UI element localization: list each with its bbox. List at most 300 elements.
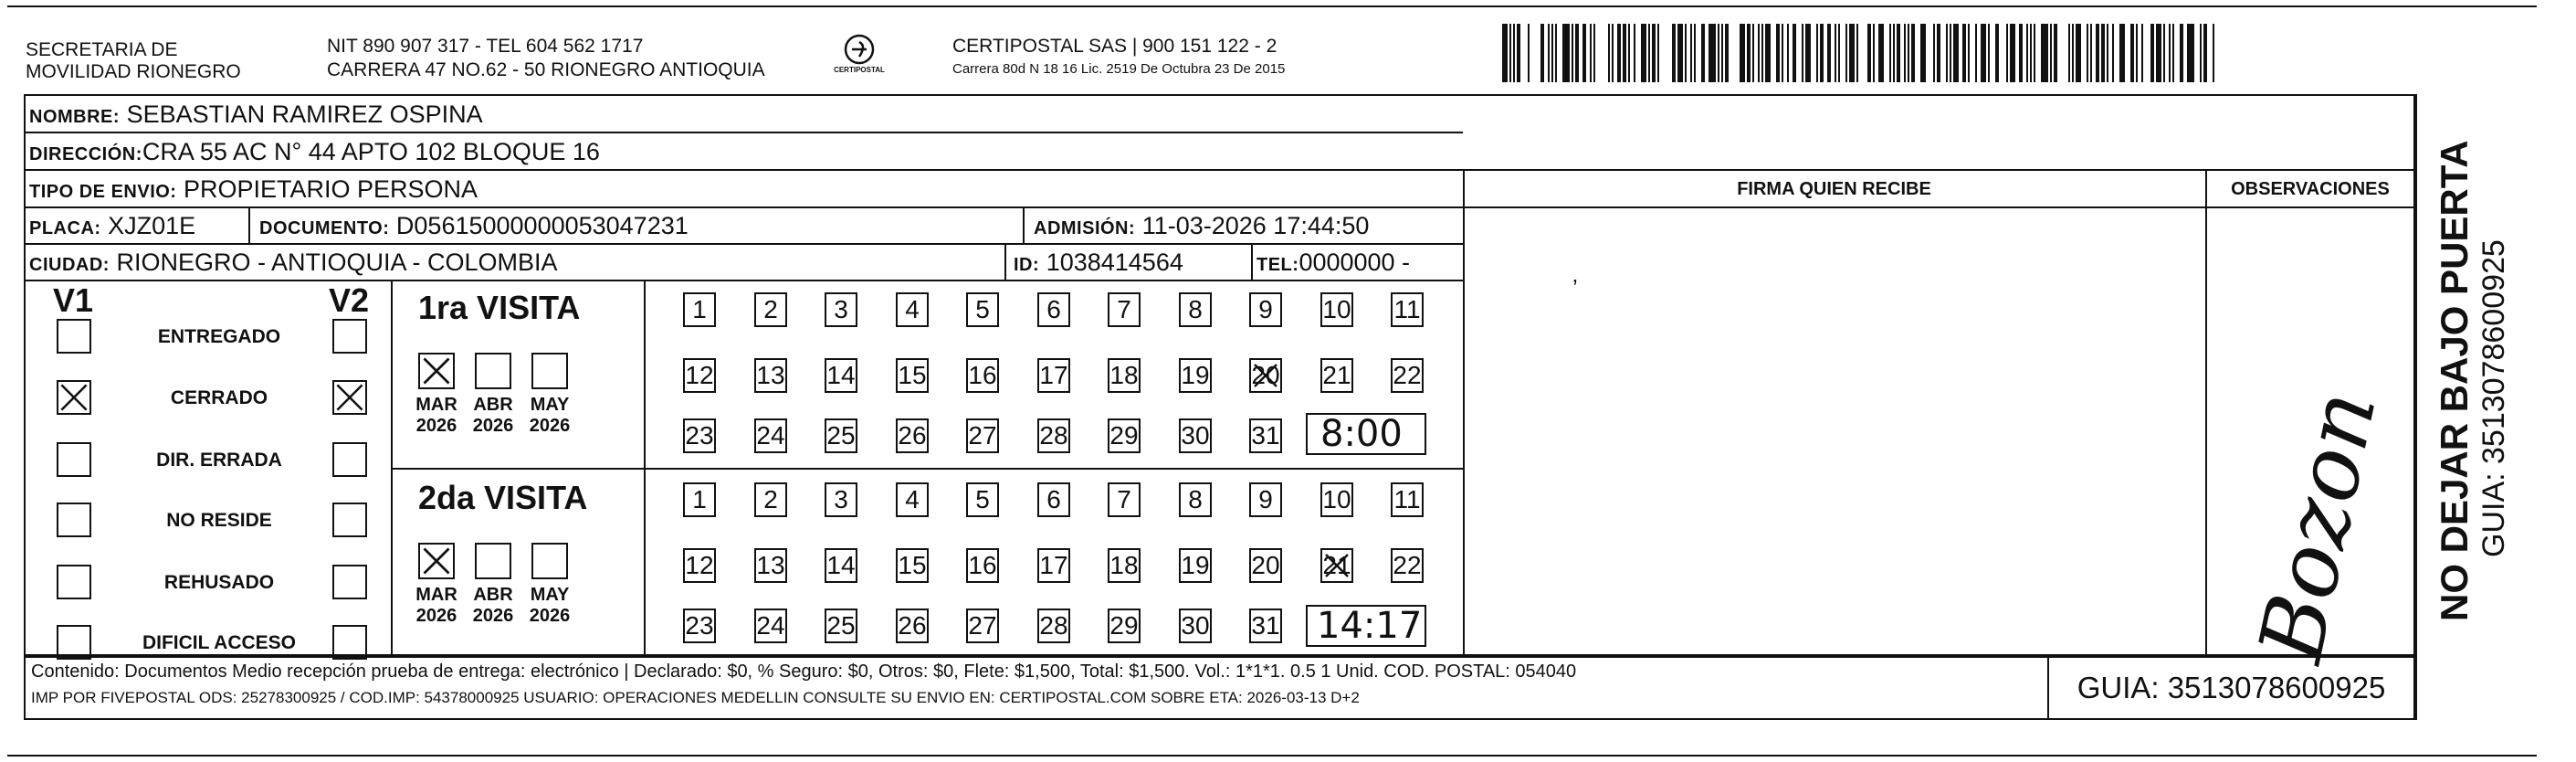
barcode-bar [2203, 24, 2207, 82]
barcode-bar [1752, 24, 1754, 82]
day-number: 4 [905, 295, 920, 323]
day-box[interactable] [683, 292, 716, 327]
day-number: 7 [1117, 295, 1131, 323]
barcode-bar [2101, 24, 2105, 82]
barcode-bar [2112, 24, 2114, 82]
barcode-bar [1575, 24, 1579, 82]
day-box[interactable] [754, 609, 787, 643]
day-box[interactable] [1179, 292, 1212, 327]
barcode-bar [1758, 24, 1760, 82]
barcode-bar [2119, 24, 2125, 82]
day-box[interactable] [1179, 482, 1212, 517]
month-label [466, 395, 520, 437]
day-box[interactable] [1320, 358, 1353, 393]
day-number: 26 [898, 421, 927, 450]
day-number: 10 [1322, 295, 1351, 323]
month-label [409, 585, 464, 627]
month-year: 2026 [415, 606, 457, 626]
month-checkbox[interactable] [531, 353, 568, 389]
day-box[interactable] [966, 292, 999, 327]
placa-value: XJZ01E [108, 212, 196, 239]
barcode-bar [1740, 24, 1745, 82]
day-box[interactable] [683, 548, 716, 583]
day-box[interactable] [1320, 292, 1353, 327]
day-box[interactable] [966, 358, 999, 393]
barcode-bar [2156, 24, 2161, 82]
barcode-bar [1690, 24, 1692, 82]
day-number: 7 [1117, 485, 1131, 513]
barcode-bar [1593, 24, 1595, 82]
month-name: ABR [473, 585, 513, 605]
rule [248, 206, 250, 243]
day-number: 31 [1251, 611, 1280, 640]
signature-mark: ’ [1572, 274, 1578, 302]
rule [24, 654, 26, 720]
status-option-label: ENTREGADO [157, 326, 281, 347]
day-number: 21 [1322, 551, 1351, 579]
day-number: 25 [826, 611, 856, 640]
barcode-bar [1867, 24, 1871, 82]
day-box[interactable] [1108, 292, 1141, 327]
v2-checkbox[interactable] [332, 565, 367, 599]
rule [24, 206, 2415, 208]
barcode-bar [2172, 24, 2174, 82]
courier-sub: Carrera 80d N 18 16 Lic. 2519 De Octubra 23 De 2015 [952, 61, 1286, 77]
barcode-bar [1849, 24, 1855, 82]
barcode-bar [1597, 24, 1603, 82]
barcode-bar [1531, 24, 1537, 82]
day-number: 27 [968, 421, 997, 450]
barcode-bar [1648, 24, 1650, 82]
rule [1004, 243, 1006, 280]
barcode-bar [2090, 24, 2092, 82]
day-box[interactable] [683, 358, 716, 393]
v2-checkbox[interactable] [332, 625, 367, 660]
month-year: 2026 [472, 416, 514, 436]
day-box[interactable] [896, 292, 929, 327]
barcode-bar [1992, 24, 1993, 82]
barcode-bar [2150, 24, 2154, 82]
day-box[interactable] [825, 548, 857, 583]
day-box[interactable] [1108, 548, 1141, 583]
tipo-label: TIPO DE ENVIO: [29, 182, 177, 202]
day-number: 14 [826, 361, 856, 389]
rule [2205, 169, 2207, 658]
barcode-bar [2087, 24, 2088, 82]
day-number: 10 [1322, 485, 1351, 513]
day-number: 26 [898, 611, 927, 640]
day-number: 27 [968, 611, 997, 640]
row-direccion [29, 138, 600, 168]
barcode-bar [1776, 24, 1780, 82]
barcode-bar [2061, 24, 2065, 82]
month-checkbox[interactable] [475, 353, 511, 389]
status-option-label: NO RESIDE [166, 510, 272, 531]
day-number: 8 [1188, 485, 1203, 513]
tel-value: 0000000 - [1299, 249, 1411, 276]
day-number: 18 [1109, 361, 1139, 389]
day-number: 30 [1181, 421, 1210, 450]
x-mark-icon [420, 355, 453, 387]
admision-label: ADMISIÓN: [1034, 218, 1136, 238]
day-box[interactable] [1249, 482, 1282, 517]
barcode-bar [1677, 24, 1683, 82]
month-name: MAY [530, 585, 570, 605]
day-box[interactable] [825, 609, 857, 643]
barcode-bar [1502, 24, 1508, 82]
barcode-bar [1513, 24, 1515, 82]
barcode-bar [2026, 24, 2028, 82]
day-box[interactable] [683, 418, 716, 453]
barcode-bar [2019, 24, 2023, 82]
visit1-title: 1ra VISITA [418, 289, 581, 326]
v1-checkbox[interactable] [57, 442, 91, 477]
day-box[interactable] [966, 609, 999, 643]
rule [1463, 169, 2415, 171]
barcode-bar [1641, 24, 1646, 82]
day-box[interactable] [1108, 358, 1141, 393]
day-box[interactable] [896, 418, 929, 453]
day-number: 20 [1251, 361, 1280, 389]
observaciones-header: OBSERVACIONES [2231, 179, 2390, 199]
barcode-bar [2050, 24, 2052, 82]
barcode-bar [1528, 24, 1530, 82]
day-number: 11 [1393, 295, 1421, 323]
barcode-bar [1617, 24, 1621, 82]
day-number: 22 [1393, 361, 1422, 389]
barcode-bar [2072, 24, 2074, 82]
barcode-bar [1663, 24, 1665, 82]
barcode-bar [1718, 24, 1719, 82]
nombre-label: NOMBRE: [29, 107, 121, 127]
footer-line2: IMP POR FIVEPOSTAL ODS: 25278300925 / COD.IMP: 54378000925 USUARIO: OPERACIONES MEDELLIN CONSULTE SU ENVIO EN: CERTIPOSTAL.COM SOBRE ETA: 2026-03-13 D+2 [31, 689, 1360, 706]
barcode-bar [1920, 24, 1926, 82]
barcode-bar [1793, 24, 1796, 82]
day-box[interactable] [825, 418, 857, 453]
direccion-label: DIRECCIÓN: [29, 144, 142, 164]
day-box[interactable] [825, 292, 857, 327]
org-name-line1: SECRETARIA DE [26, 39, 178, 60]
barcode-bar [1946, 24, 1948, 82]
day-number: 19 [1181, 361, 1210, 389]
rule [2415, 94, 2417, 720]
day-number: 8 [1188, 295, 1203, 323]
tel-label: TEL: [1256, 255, 1299, 275]
day-box[interactable] [1391, 292, 1424, 327]
day-box[interactable] [1249, 418, 1282, 453]
barcode-bar [2130, 24, 2134, 82]
barcode-bar [1897, 24, 1900, 82]
barcode-bar [1634, 24, 1635, 82]
barcode-bar [1878, 24, 1884, 82]
barcode-bar [2006, 24, 2008, 82]
day-number: 5 [975, 485, 990, 513]
day-box[interactable] [966, 482, 999, 517]
barcode-bar [1509, 24, 1511, 82]
barcode-bar [1929, 24, 1931, 82]
barcode-bar [1685, 24, 1687, 82]
barcode-bar [1734, 24, 1736, 82]
day-box[interactable] [1249, 609, 1282, 643]
barcode-bar [2141, 24, 2143, 82]
admision-value: 11-03-2026 17:44:50 [1141, 212, 1370, 239]
barcode-bar [1908, 24, 1909, 82]
day-number: 28 [1039, 421, 1068, 450]
day-box[interactable] [966, 418, 999, 453]
day-box[interactable] [896, 548, 929, 583]
day-number: 3 [834, 295, 848, 323]
day-box[interactable] [1108, 418, 1141, 453]
day-number: 19 [1181, 551, 1210, 579]
barcode-bar [1694, 24, 1696, 82]
day-number: 11 [1393, 485, 1421, 513]
barcode-bar [1968, 24, 1970, 82]
id-label: ID: [1014, 255, 1040, 275]
day-box[interactable] [1037, 418, 1070, 453]
day-box[interactable] [1037, 609, 1070, 643]
barcode-bar [1995, 24, 1999, 82]
row-admision [1034, 212, 1369, 242]
barcode-bar [1820, 24, 1824, 82]
barcode-bar [1765, 24, 1771, 82]
row-id [1014, 249, 1183, 279]
day-box[interactable] [896, 358, 929, 393]
day-number: 29 [1109, 421, 1139, 450]
month-label [466, 585, 520, 627]
day-box[interactable] [825, 358, 857, 393]
rule [391, 280, 393, 654]
month-year: 2026 [472, 606, 514, 626]
barcode-bar [1805, 24, 1811, 82]
status-option-label: DIFICIL ACCESO [142, 632, 296, 653]
v2-checkbox[interactable] [332, 442, 367, 477]
day-box[interactable] [966, 548, 999, 583]
rule [24, 280, 1463, 281]
rule [24, 132, 1463, 133]
day-number: 15 [898, 361, 927, 389]
barcode-bar [1721, 24, 1723, 82]
courier-line: CERTIPOSTAL SAS | 900 151 122 - 2 [952, 36, 1277, 57]
day-box[interactable] [1179, 609, 1212, 643]
day-number: 25 [826, 421, 856, 450]
visit1-time: 8:00 [1320, 413, 1403, 455]
barcode-bar [2180, 24, 2183, 82]
barcode-bar [1657, 24, 1659, 82]
month-year: 2026 [529, 416, 571, 436]
barcode-bar [1562, 24, 1570, 82]
day-number: 6 [1046, 295, 1061, 323]
day-number: 3 [834, 485, 848, 513]
day-box[interactable] [1249, 548, 1282, 583]
x-mark-icon [420, 545, 453, 577]
day-box[interactable] [1037, 358, 1070, 393]
v1-checkbox[interactable] [57, 565, 91, 599]
day-number: 28 [1039, 611, 1068, 640]
row-placa [29, 212, 195, 242]
month-label [409, 395, 464, 437]
day-mark [1322, 550, 1351, 581]
month-checkbox[interactable] [418, 353, 455, 389]
barcode-bar [1725, 24, 1729, 82]
ciudad-value: RIONEGRO - ANTIOQUIA - COLOMBIA [116, 249, 558, 276]
barcode-bar [1845, 24, 1847, 82]
month-year: 2026 [415, 416, 457, 436]
status-option-label: CERRADO [170, 387, 268, 408]
tipo-value: PROPIETARIO PERSONA [183, 175, 478, 203]
day-number: 18 [1109, 551, 1139, 579]
barcode-bar [1548, 24, 1550, 82]
barcode-bar [1582, 24, 1586, 82]
day-box[interactable] [825, 482, 857, 517]
rule [1251, 243, 1253, 280]
day-box[interactable] [1320, 482, 1353, 517]
day-number: 16 [968, 551, 997, 579]
day-box[interactable] [754, 358, 787, 393]
barcode-bar [1701, 24, 1705, 82]
barcode-bar [1628, 24, 1630, 82]
day-box[interactable] [1391, 548, 1424, 583]
day-box[interactable] [754, 548, 787, 583]
day-box[interactable] [1249, 358, 1282, 393]
visit2-time: 14:17 [1317, 605, 1423, 647]
day-box[interactable] [1179, 418, 1212, 453]
barcode-bar [1517, 24, 1520, 82]
month-year: 2026 [529, 606, 571, 626]
day-box[interactable] [1179, 358, 1212, 393]
day-number: 5 [975, 295, 990, 323]
day-box[interactable] [1391, 482, 1424, 517]
day-number: 17 [1039, 361, 1068, 389]
day-box[interactable] [1179, 548, 1212, 583]
barcode-bar [1988, 24, 1990, 82]
v2-title: V2 [329, 281, 370, 319]
day-box[interactable] [754, 418, 787, 453]
row-tel [1256, 249, 1410, 279]
day-box[interactable] [683, 482, 716, 517]
v1-checkbox[interactable] [57, 380, 91, 415]
logo-text: CERTIPOSTAL [834, 66, 885, 74]
day-box[interactable] [754, 482, 787, 517]
barcode-bar [2076, 24, 2081, 82]
month-label [522, 585, 577, 627]
row-documento [259, 212, 689, 242]
month-checkbox[interactable] [418, 543, 455, 579]
day-box[interactable] [1320, 548, 1353, 583]
day-box[interactable] [1249, 292, 1282, 327]
barcode-bar [2068, 24, 2070, 82]
day-number: 1 [692, 485, 707, 513]
direccion-value: CRA 55 AC N° 44 APTO 102 BLOQUE 16 [142, 138, 600, 165]
day-box[interactable] [1391, 358, 1424, 393]
row-tipo [29, 175, 478, 206]
barcode-bar [2107, 24, 2108, 82]
barcode-bar [1672, 24, 1676, 82]
ciudad-label: CIUDAD: [29, 255, 110, 275]
month-label [522, 395, 577, 437]
day-box[interactable] [683, 609, 716, 643]
visit2-title: 2da VISITA [418, 479, 588, 516]
nit-line: NIT 890 907 317 - TEL 604 562 1717 [327, 36, 644, 57]
barcode-bar [1981, 24, 1986, 82]
barcode-bar [1904, 24, 1906, 82]
barcode [1502, 24, 2233, 82]
month-name: ABR [473, 395, 513, 415]
side-guia: GUIA: 3513078600925 [2476, 239, 2511, 557]
day-number: 14 [826, 551, 856, 579]
x-mark-icon [1251, 360, 1280, 391]
month-name: MAR [415, 585, 457, 605]
barcode-bar [2127, 24, 2129, 82]
day-box[interactable] [754, 292, 787, 327]
barcode-bar [1612, 24, 1614, 82]
month-checkbox[interactable] [475, 543, 511, 579]
observacion-handwriting: Bozon [2239, 382, 2396, 671]
barcode-bar [1838, 24, 1840, 82]
v2-checkbox[interactable] [332, 503, 367, 537]
day-box[interactable] [896, 609, 929, 643]
day-box[interactable] [1037, 482, 1070, 517]
v1-title: V1 [53, 281, 94, 319]
barcode-bar [1953, 24, 1959, 82]
rule [1023, 206, 1025, 243]
day-box[interactable] [1108, 609, 1141, 643]
id-value: 1038414564 [1046, 249, 1183, 276]
day-number: 29 [1109, 611, 1139, 640]
barcode-bar [1802, 24, 1803, 82]
visit2-time-box [1306, 605, 1426, 647]
barcode-bar [1933, 24, 1935, 82]
day-number: 20 [1251, 551, 1280, 579]
day-number: 2 [763, 485, 778, 513]
certipostal-logo [834, 33, 885, 80]
barcode-bar [1862, 24, 1866, 82]
v2-checkbox[interactable] [332, 319, 367, 354]
barcode-bar [2163, 24, 2165, 82]
v1-checkbox[interactable] [57, 625, 91, 660]
day-box[interactable] [1037, 292, 1070, 327]
barcode-bar [1798, 24, 1800, 82]
v1-checkbox[interactable] [57, 503, 91, 537]
day-number: 21 [1322, 361, 1351, 389]
day-number: 12 [685, 551, 714, 579]
status-option-label: DIR. ERRADA [156, 450, 282, 471]
barcode-bar [2196, 24, 2198, 82]
day-number: 9 [1258, 295, 1273, 323]
day-box[interactable] [896, 482, 929, 517]
status-option-label: REHUSADO [163, 572, 275, 593]
day-number: 17 [1039, 551, 1068, 579]
firma-header: FIRMA QUIEN RECIBE [1737, 179, 1931, 199]
barcode-bar [1889, 24, 1891, 82]
placa-label: PLACA: [29, 218, 101, 238]
barcode-bar [1975, 24, 1977, 82]
barcode-bar [1623, 24, 1626, 82]
month-checkbox[interactable] [531, 543, 568, 579]
day-number: 31 [1251, 421, 1280, 450]
barcode-bar [1816, 24, 1818, 82]
visit1-time-box [1306, 413, 1426, 455]
day-number: 23 [685, 421, 714, 450]
v2-checkbox[interactable] [332, 380, 367, 415]
day-box[interactable] [1037, 548, 1070, 583]
barcode-bar [2054, 24, 2057, 82]
day-box[interactable] [1108, 482, 1141, 517]
barcode-bar [1608, 24, 1610, 82]
v1-checkbox[interactable] [57, 319, 91, 354]
rule [644, 280, 646, 654]
barcode-bar [2034, 24, 2035, 82]
barcode-bar [1962, 24, 1966, 82]
